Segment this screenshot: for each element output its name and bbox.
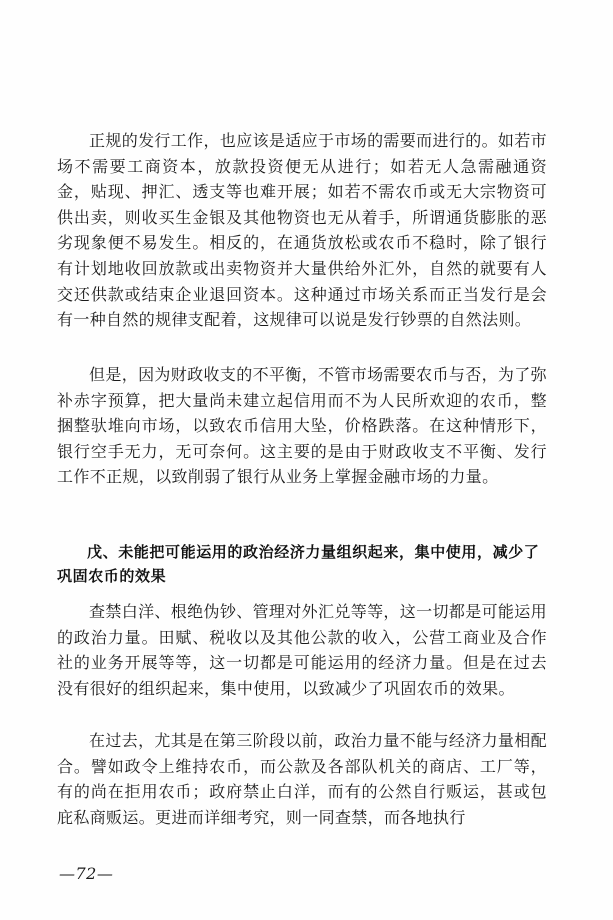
paragraph-3: 查禁白洋、根绝伪钞、管理对外汇兑等等，这一切都是可能运用的政治力量。田赋、税收以及其他公款的收入，公营工商业及合作社的业务开展等等，这一切都是可能运用的经济力量。但是在过去没有很好的组织起来，集中使用，以致减少了巩固农币的效果。	[57, 602, 547, 698]
paragraph-4: 在过去，尤其是在第三阶段以前，政治力量不能与经济力量相配合。譬如政令上维持农币，而公款及各部队机关的商店、工厂等，有的尚在拒用农币；政府禁止白洋，而有的公然自行贩运，甚或包庇私商贩运。更进而详细考究，则一同查禁，而各地执行	[57, 731, 547, 827]
page-number: —72—	[59, 864, 114, 883]
section-heading: 戊、未能把可能运用的政治经济力量组织起来，集中使用，减少了巩固农币的效果	[57, 543, 540, 585]
paragraph-2: 但是，因为财政收支的不平衡，不管市场需要农币与否，为了弥补赤字预算，把大量尚未建立起信用而不为人民所欢迎的农币，整捆整驮堆向市场，以致农币信用大坠，价格跌落。在这种情形下，银行空手无力，无可奈何。这主要的是由于财政收支不平衡、发行工作不正规，以致削弱了银行从业务上掌握金融市场的力量。	[57, 365, 547, 487]
paragraph-1: 正规的发行工作，也应该是适应于市场的需要而进行的。如若市场不需要工商资本，放款投资便无从进行；如若无人急需融通资金，贴现、押汇、透支等也难开展；如若不需农币或无大宗物资可供出卖，则收买生金银及其他物资也无从着手，所谓通货膨胀的恶劣现象便不易发生。相反的，在通货放松或农币不稳时，除了银行有计划地收回放款或出卖物资并大量供给外汇外，自然的就要有人交还供款或结束企业退回资本。这种通过市场关系而正当发行是会有一种自然的规律支配着，这规律可以说是发行钞票的自然法则。	[57, 131, 547, 330]
